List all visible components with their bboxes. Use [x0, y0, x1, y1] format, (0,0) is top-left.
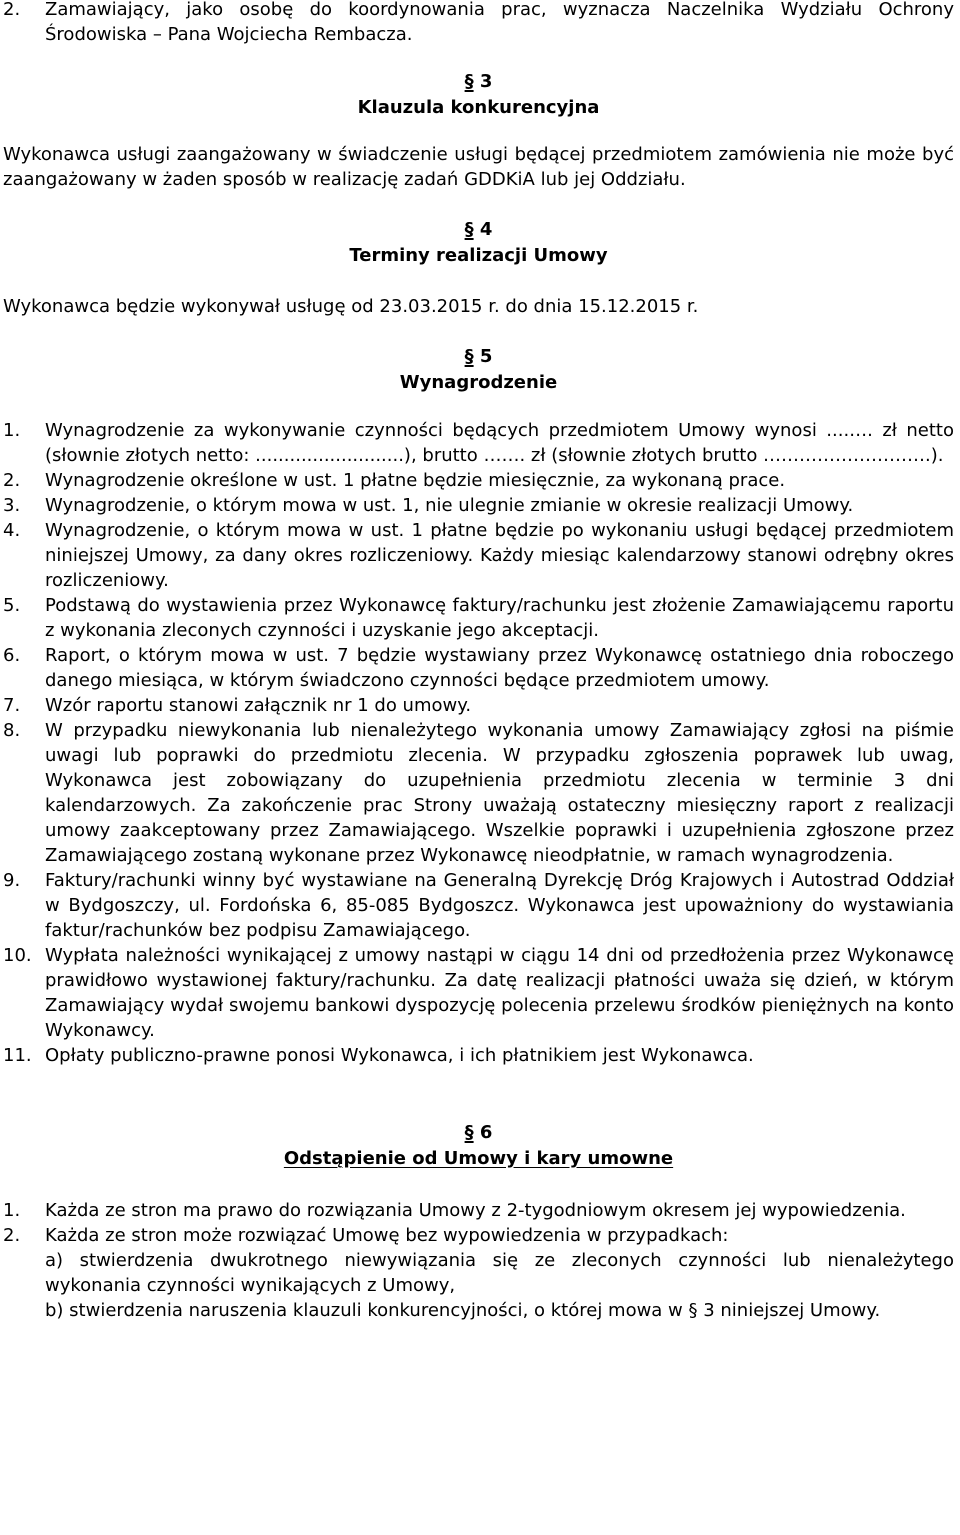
list-number: 1. — [3, 1200, 21, 1221]
section-4-paragraph: Wykonawca będzie wykonywał usługę od 23.03.2015 r. do dnia 15.12.2015 r. — [3, 296, 699, 317]
section-3-paragraph: Wykonawca usługi zaangażowany w świadczenie usługi będącej przedmiotem zamówienia nie może być zaangażowany w żaden sposób w realizację zadań GDDKiA lub jej Oddziału. — [3, 144, 954, 190]
list-number: 10. — [3, 945, 32, 966]
list-number: 2. — [3, 0, 21, 20]
list-item — [3, 643, 954, 693]
section-5-list — [3, 418, 954, 1068]
section-4-heading — [3, 217, 954, 269]
list-number: 2. — [3, 1225, 21, 1246]
list-text: Wynagrodzenie za wykonywanie czynności będących przedmiotem Umowy wynosi ....…. zł netto (słownie złotych netto: ..........................), brutto ……. zł (słownie złotych brutto ……………………….). — [45, 420, 954, 466]
list-text: Wynagrodzenie, o którym mowa w ust. 1 płatne będzie po wykonaniu usługi będącej przedmiotem niniejszej Umowy, za dany okres rozliczeniowy. Każdy miesiąc kalendarzowy stanowi odrębny okres rozliczeniowy. — [45, 520, 954, 591]
list-number: 8. — [3, 720, 21, 741]
list-text: Wypłata należności wynikającej z umowy nastąpi w ciągu 14 dni od przedłożenia przez Wykonawcę prawidłowo wystawionej faktury/rachunku. Za datę realizacji płatności uważa się dzień, w którym Zamawiający wydał swojemu bankowi dyspozycję polecenia przelewu środków pieniężnych na konto Wykonawcy. — [45, 945, 954, 1041]
section-symbol: § — [464, 219, 474, 240]
list-number: 3. — [3, 495, 21, 516]
list-number: 6. — [3, 645, 21, 666]
list-text: Wynagrodzenie określone w ust. 1 płatne będzie miesięcznie, za wykonaną prace. — [45, 470, 786, 491]
list-item — [3, 1043, 954, 1068]
list-item — [3, 1223, 954, 1323]
list-number: 5. — [3, 595, 21, 616]
list-text: W przypadku niewykonania lub nienależytego wykonania umowy Zamawiający zgłosi na piśmie uwagi lub poprawki do przedmiotu zlecenia. W przypadku zgłoszenia poprawek lub uwag, Wykonawca jest zobowiązany do uzupełnienia przedmiotu zlecenia w terminie 3 dni kalendarzowych. Za zakończenie prac Strony uważają ostateczny miesięczny raport z realizacji umowy zaakceptowany przez Zamawiającego. Wszelkie poprawki i uzupełnienia zgłoszone przez Zamawiającego zostaną wykonane przez Wykonawcę nieodpłatnie, w ramach wynagrodzenia. — [45, 720, 954, 866]
list-text: Każda ze stron ma prawo do rozwiązania Umowy z 2-tygodniowym okresem jej wypowiedzenia. — [45, 1200, 906, 1221]
section-number: 6 — [479, 1122, 493, 1143]
list-text: Każda ze stron może rozwiązać Umowę bez wypowiedzenia w przypadkach: — [45, 1225, 729, 1246]
section-6-list — [3, 1198, 954, 1323]
list-text: Wynagrodzenie, o którym mowa w ust. 1, nie ulegnie zmianie w okresie realizacji Umowy. — [45, 495, 854, 516]
section-symbol: § — [464, 1122, 474, 1143]
section-title: Odstąpienie od Umowy i kary umowne — [283, 1148, 674, 1169]
sub-item-b: b) stwierdzenia naruszenia klauzuli konkurencyjności, o której mowa w § 3 niniejszej Umowy. — [45, 1300, 881, 1321]
list-item — [3, 468, 954, 493]
section-title: Wynagrodzenie — [399, 372, 558, 393]
section-number: 3 — [479, 71, 493, 92]
list-item — [3, 1198, 954, 1223]
list-item — [3, 593, 954, 643]
list-item — [3, 418, 954, 468]
list-item — [3, 868, 954, 943]
list-item — [3, 693, 954, 718]
list-text: Zamawiający, jako osobę do koordynowania prac, wyznacza Naczelnika Wydziału Ochrony Środowiska – Pana Wojciecha Rembacza. — [45, 0, 954, 45]
list-item — [3, 518, 954, 593]
section-3-heading — [3, 69, 954, 121]
list-number: 1. — [3, 420, 21, 441]
section-symbol: § — [464, 346, 474, 367]
list-item — [3, 493, 954, 518]
list-item — [3, 718, 954, 868]
list-number: 4. — [3, 520, 21, 541]
list-text: Opłaty publiczno-prawne ponosi Wykonawca, i ich płatnikiem jest Wykonawca. — [45, 1045, 754, 1066]
section-number: 5 — [479, 346, 493, 367]
list-text: Faktury/rachunki winny być wystawiane na Generalną Dyrekcję Dróg Krajowych i Autostrad Oddział w Bydgoszczy, ul. Fordońska 6, 85-085 Bydgoszcz. Wykonawca jest upoważniony do wystawiania faktur/rachunków bez podpisu Zamawiającego. — [45, 870, 954, 941]
section-title: Klauzula konkurencyjna — [357, 97, 600, 118]
list-number: 7. — [3, 695, 21, 716]
list-number: 2. — [3, 470, 21, 491]
section-5-heading — [3, 344, 954, 396]
section-6-heading — [3, 1120, 954, 1172]
sub-item-a: a) stwierdzenia dwukrotnego niewywiązania się ze zleconych czynności lub nienależytego wykonania czynności wynikających z Umowy, — [45, 1250, 954, 1296]
list-item — [3, 943, 954, 1043]
intro-list-item — [3, 0, 954, 47]
list-number: 9. — [3, 870, 21, 891]
section-symbol: § — [464, 71, 474, 92]
list-text: Wzór raportu stanowi załącznik nr 1 do umowy. — [45, 695, 472, 716]
list-text: Podstawą do wystawienia przez Wykonawcę faktury/rachunku jest złożenie Zamawiającemu raportu z wykonania zleconych czynności i uzyskanie jego akceptacji. — [45, 595, 954, 641]
list-text: Raport, o którym mowa w ust. 7 będzie wystawiany przez Wykonawcę ostatniego dnia roboczego danego miesiąca, w którym świadczono czynności będące przedmiotem umowy. — [45, 645, 954, 691]
section-number: 4 — [479, 219, 493, 240]
section-title: Terminy realizacji Umowy — [349, 245, 608, 266]
list-number: 11. — [3, 1045, 32, 1066]
